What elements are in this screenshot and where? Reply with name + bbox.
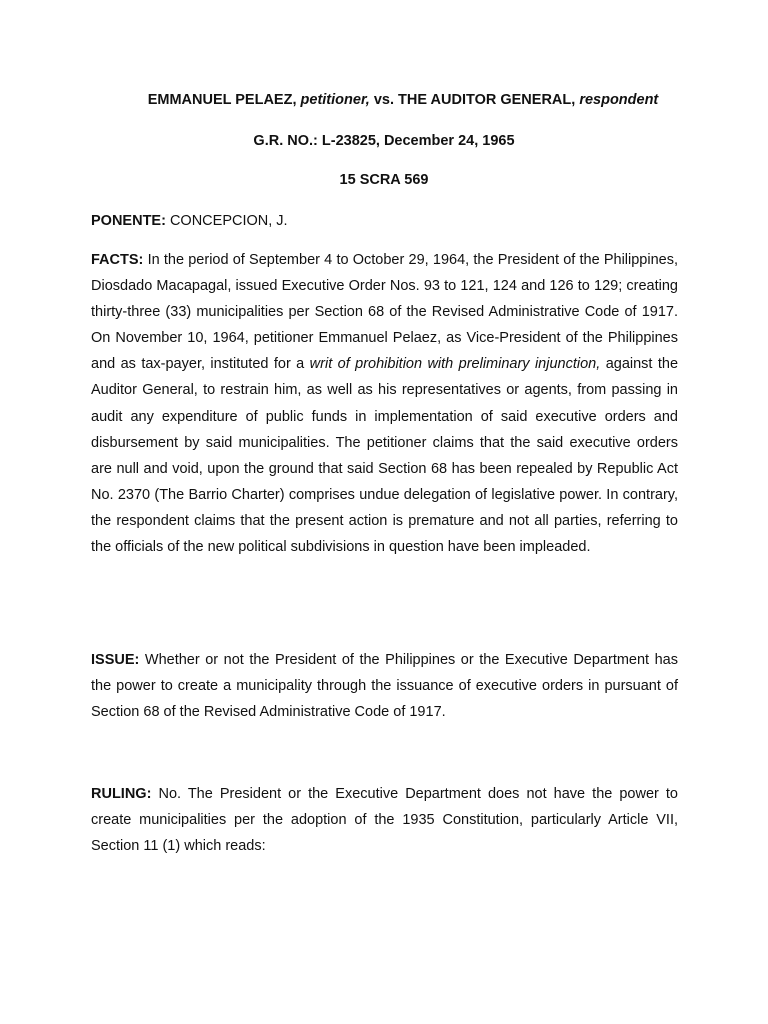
- facts-paragraph: [91, 247, 678, 560]
- ruling-paragraph: [91, 781, 678, 859]
- facts-text-2: against the Auditor General, to restrain him, as well as his representatives or agents, from passing in audit any expenditure of public funds in implementation of said executive orders and disbursement by said municipalities. The petitioner claims that the said executive orders are null and void, upon the ground that said Section 68 has been repealed by Republic Act No. 2370 (The Barrio Charter) comprises undue delegation of legislative power. In contrary, the respondent claims that the present action is premature and not all parties, referring to the officials of the new political subdivisions in question have been impleaded.: [91, 356, 679, 556]
- ponente-value: CONCEPCION, J.: [169, 213, 288, 229]
- gr-number: G.R. NO.: L-23825, December 24, 1965: [253, 133, 515, 149]
- ponente-line: [91, 208, 678, 234]
- ponente-label: PONENTE:: [91, 213, 166, 229]
- petitioner-name: EMMANUEL PELAEZ,: [147, 92, 297, 108]
- ruling-text: No. The President or the Executive Department does not have the power to create municipalities per the adoption of the 1935 Constitution, particularly Article VII, Section 11 (1) which reads:: [91, 786, 678, 855]
- versus-respondent-name: vs. THE AUDITOR GENERAL,: [373, 92, 576, 108]
- issue-text: Whether or not the President of the Philippines or the Executive Department has the power to create a municipality through the issuance of executive orders in pursuant of Section 68 of the Revised Administrative Code of 1917.: [91, 652, 678, 721]
- ruling-label: RULING:: [91, 786, 152, 802]
- case-title: [0, 92, 768, 108]
- issue-label: ISSUE:: [91, 652, 140, 668]
- scra-citation: 15 SCRA 569: [339, 172, 429, 188]
- issue-paragraph: [91, 647, 678, 725]
- facts-text-1: In the period of September 4 to October 29, 1964, the President of the Philippines, Diosdado Macapagal, issued Executive Order Nos. 93 to 121, 124 and 126 to 129; creating thirty-three (33) municipalities per Section 68 of the Revised Administrative Code of 1917. On November 10, 1964, petitioner Emmanuel Pelaez, as Vice-President of the Philippines and as tax-payer, instituted for a: [91, 252, 679, 373]
- petitioner-role: petitioner,: [300, 92, 370, 108]
- respondent-role: respondent: [579, 92, 659, 108]
- facts-writ-text: writ of prohibition with preliminary injunction,: [309, 356, 601, 373]
- facts-label: FACTS:: [91, 252, 144, 268]
